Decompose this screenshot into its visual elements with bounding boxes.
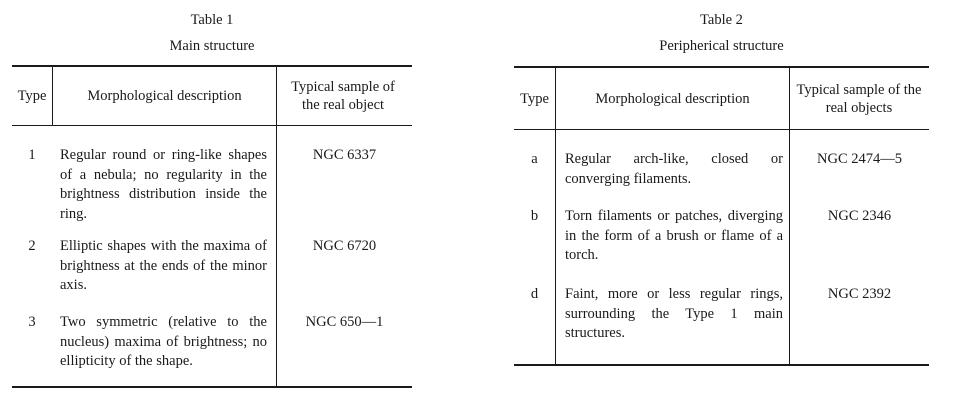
row-description: Elliptic shapes with the maxima of brightness at the ends of the minor axis. xyxy=(60,238,267,293)
table-header-rule xyxy=(12,125,412,126)
column-divider xyxy=(276,67,277,386)
header-sample: Typical sample of the real object xyxy=(291,79,395,113)
table-number: Table 1 xyxy=(190,12,234,28)
row-sample: NGC 650—1 xyxy=(305,314,384,330)
header-type: Type xyxy=(520,90,549,107)
row-type: 2 xyxy=(28,238,36,254)
header-sample: Typical sample of the real objects xyxy=(796,81,922,116)
row-type: 3 xyxy=(28,314,36,330)
row-description: Faint, more or less regular rings, surrounding the Type 1 main structures. xyxy=(565,286,783,341)
header-description: Morphological description xyxy=(595,90,750,107)
row-type: d xyxy=(530,286,539,302)
row-description: Regular arch-like, closed or converging filaments. xyxy=(565,151,783,187)
row-description: Regular round or ring-like shapes of a nebula; no regularity in the brightness distribution inside the ring. xyxy=(60,147,267,222)
row-sample: NGC 6720 xyxy=(312,238,377,254)
row-sample: NGC 2392 xyxy=(827,286,892,302)
table-bottom-rule xyxy=(12,386,412,388)
table-title: Main structure xyxy=(169,38,255,54)
table-number: Table 2 xyxy=(700,12,743,28)
row-sample: NGC 6337 xyxy=(312,147,377,163)
row-description: Two symmetric (relative to the nucleus) maxima of brightness; no ellipticity of the shape. xyxy=(60,314,267,369)
row-type: a xyxy=(531,151,538,167)
table-header-rule xyxy=(514,129,929,130)
header-description: Morphological description xyxy=(87,88,242,104)
row-type: 1 xyxy=(28,147,36,163)
table-title: Peripherical structure xyxy=(659,38,784,54)
row-description: Torn filaments or patches, diverging in the form of a brush or flame of a torch. xyxy=(565,208,783,263)
row-sample: NGC 2474—5 xyxy=(817,151,902,167)
header-type: Type xyxy=(17,88,47,104)
row-type: b xyxy=(530,208,539,224)
table-bottom-rule xyxy=(514,364,929,366)
row-sample: NGC 2346 xyxy=(827,208,892,224)
